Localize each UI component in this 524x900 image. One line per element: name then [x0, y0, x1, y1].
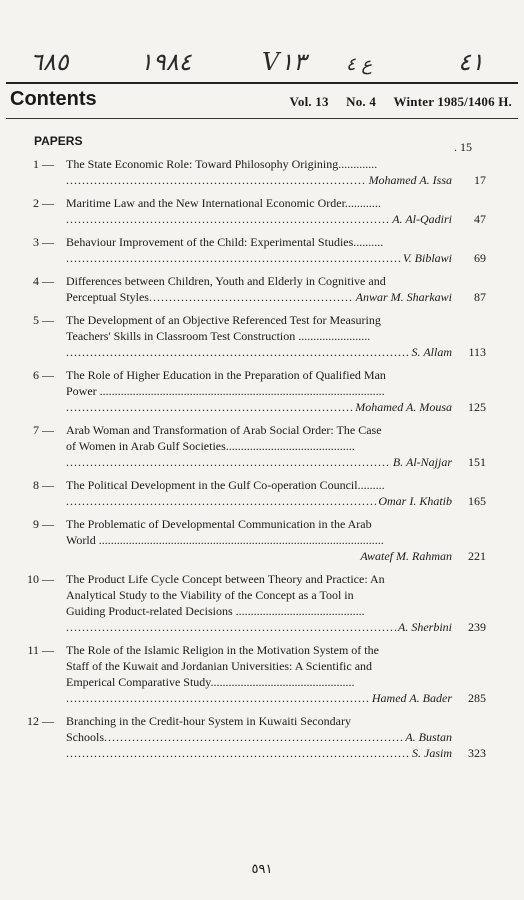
entry-title-line: Maritime Law and the New International Economic Order............ [66, 196, 381, 210]
entry-title-line: The State Economic Role: Toward Philosophy Origining............. [66, 157, 378, 171]
volume-label: Vol. 13 [289, 94, 329, 109]
entry-author: Mohamed A. Issa [368, 173, 452, 187]
entry-title-line: Arab Woman and Transformation of Arab Social Order: The Case [66, 423, 382, 437]
entry-title-line: Analytical Study to the Viability of the Concept as a Tool in [66, 588, 354, 602]
toc-entry [0, 571, 524, 635]
entry-title-line: Teachers' Skills in Classroom Test Construction ........................ [66, 329, 371, 343]
issue-date-label: Winter 1985/1406 H. [393, 94, 512, 109]
entry-number: 1 — [33, 157, 54, 171]
entry-page-number: 113 [468, 345, 486, 359]
handwritten-note-5: ٤١ [458, 48, 484, 76]
contents-body [0, 130, 524, 768]
header-bottom-rule [6, 118, 518, 119]
entry-number: 10 — [27, 572, 54, 586]
entry-number: 6 — [33, 368, 54, 382]
entry-title-line: Emperical Comparative Study................................................ [66, 675, 355, 689]
entry-page-number: 165 [468, 494, 486, 508]
entry-title-line: World ............................................................................................... [66, 533, 384, 547]
handwritten-note-4: ع ٤ [346, 54, 373, 75]
number-label: No. 4 [346, 94, 377, 109]
section-label: PAPERS [34, 134, 83, 148]
entry-page-number: 17 [474, 173, 486, 187]
toc-entry [0, 156, 524, 188]
entry-page-number: 125 [468, 400, 486, 414]
toc-entry [0, 713, 524, 761]
entry-title-line: Behaviour Improvement of the Child: Experimental Studies.......... [66, 235, 384, 249]
toc-entry [0, 477, 524, 509]
entry-title-line: of Women in Arab Gulf Societies........................................... [66, 439, 355, 453]
entry-title-line: The Problematic of Developmental Communication in the Arab [66, 517, 372, 531]
toc-entry [0, 422, 524, 470]
toc-entry [0, 273, 524, 305]
entry-author: S. Allam [411, 345, 452, 359]
entry-author: Mohamed A. Mousa [355, 400, 452, 414]
entry-author: Anwar M. Sharkawi [355, 290, 452, 304]
entry-author: A. Bustan [405, 730, 452, 744]
entry-number: 3 — [33, 235, 54, 249]
entry-title-line: Staff of the Kuwait and Jordanian Universities: A Scientific and [66, 659, 373, 673]
entry-author: S. Jasim [412, 746, 452, 760]
toc-entry [0, 367, 524, 415]
entry-number: 9 — [33, 517, 54, 531]
toc-entry [0, 516, 524, 564]
toc-entry [0, 234, 524, 266]
entry-page-number: 239 [468, 620, 486, 634]
entries-list [0, 156, 524, 761]
entry-author: Hamed A. Bader [371, 691, 452, 705]
entry-title-line: Branching in the Credit-hour System in Kuwaiti Secondary [66, 714, 351, 728]
entry-title-line: The Role of the Islamic Religion in the Motivation System of the [66, 643, 379, 657]
entry-number: 8 — [33, 478, 54, 492]
toc-entry [0, 195, 524, 227]
entry-number: 7 — [33, 423, 54, 437]
page-title: Contents [10, 88, 97, 110]
entry-number: 4 — [33, 274, 54, 288]
entry-title-line: Power ............................................................................................... [66, 384, 385, 398]
entry-title-line: Guiding Product-related Decisions ........................................... [66, 604, 365, 618]
section-heading [0, 130, 524, 154]
section-page: . 15 [454, 140, 472, 154]
toc-entry [0, 642, 524, 706]
handwritten-note-1: ٦٨٥ [30, 48, 69, 76]
entry-title-line: The Political Development in the Gulf Co-operation Council......... [66, 478, 385, 492]
entry-author: V. Biblawi [402, 251, 452, 265]
entry-title-continuation: Perceptual Styles [66, 290, 149, 304]
handwritten-note-3: V١٣ [262, 48, 307, 76]
toc-entry [0, 312, 524, 360]
entry-page-number: 87 [474, 290, 486, 304]
footer-page-number: ٥٩١ [251, 862, 273, 877]
entry-title-line: Differences between Children, Youth and Elderly in Cognitive and [66, 274, 386, 288]
entry-number: 5 — [33, 313, 54, 327]
entry-page-number: 47 [474, 212, 486, 226]
entry-author: A. Sherbini [398, 620, 452, 634]
entry-page-number: 323 [468, 746, 486, 760]
header-top-rule [6, 82, 518, 84]
handwritten-note-2: ١٩٨٤ [140, 48, 192, 76]
entry-page-number: 151 [468, 455, 486, 469]
contents-header [10, 88, 514, 114]
entry-title-line: The Development of an Objective Referenced Test for Measuring [66, 313, 381, 327]
entry-title-line: The Role of Higher Education in the Preparation of Qualified Man [66, 368, 386, 382]
entry-page-number: 221 [468, 549, 486, 563]
entry-title-line: The Product Life Cycle Concept between Theory and Practice: An [66, 572, 385, 586]
entry-author: A. Al-Qadiri [392, 212, 452, 226]
entry-title-continuation: Schools [66, 730, 105, 744]
entry-page-number: 285 [468, 691, 486, 705]
entry-author: Omar I. Khatib [378, 494, 452, 508]
entry-author: B. Al-Najjar [392, 455, 452, 469]
entry-author: Awatef M. Rahman [360, 549, 452, 563]
entry-number: 12 — [27, 714, 54, 728]
entry-number: 11 — [27, 643, 54, 657]
issue-info [275, 94, 512, 110]
entry-page-number: 69 [474, 251, 486, 265]
entry-number: 2 — [33, 196, 54, 210]
